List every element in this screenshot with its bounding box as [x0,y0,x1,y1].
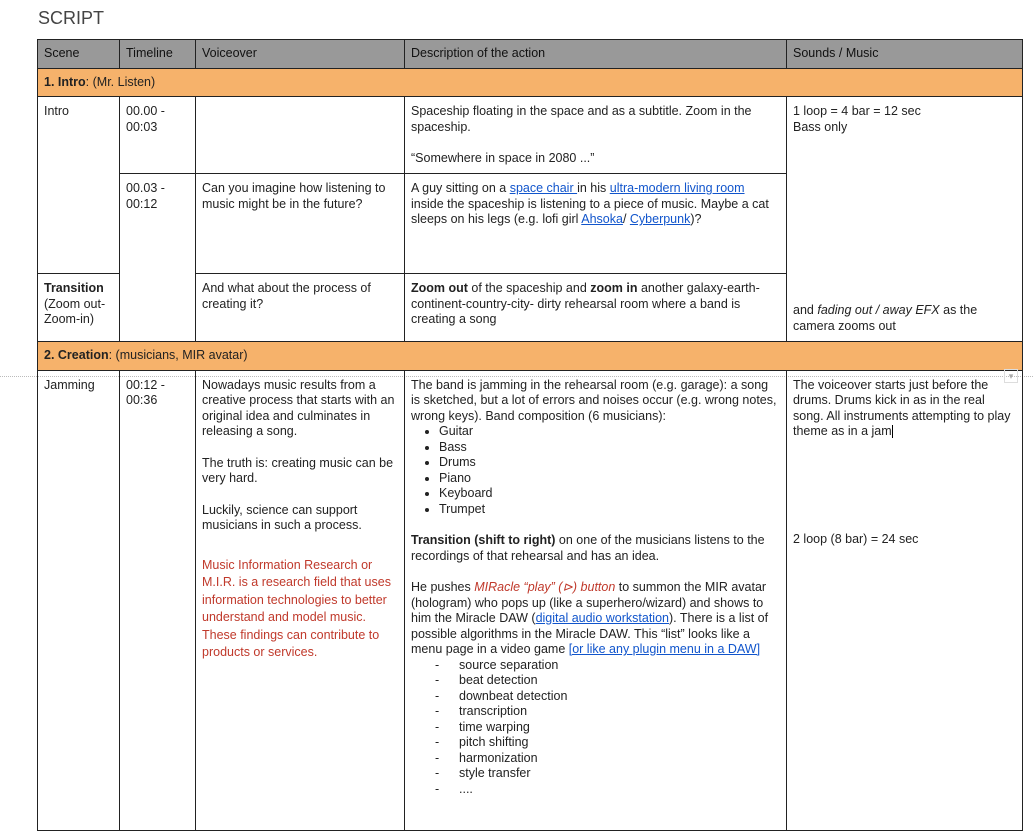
document-title: SCRIPT [38,8,105,28]
list-item: • Guitar [439,424,780,440]
text-cursor [892,425,893,438]
plugin-menu-link[interactable]: [or like any plugin menu in a DAW] [568,642,761,656]
script-table [37,39,1023,831]
timeline-cell[interactable]: 00.03 - 00:12 [120,174,196,342]
list-item: - downbeat detection [411,689,780,705]
sound-fade-note: and fading out / away EFX as the camera zooms out [793,303,978,333]
list-item: - time warping [411,720,780,736]
list-item: • Bass [439,440,780,456]
daw-link[interactable]: digital audio workstation [535,611,669,625]
description-cell[interactable]: The band is jamming in the rehearsal room (e.g. garage): a song is sketched, but a lot of errors and noises occur (e.g. wrong notes, wrong keys). Band composition (6 musicians): • Guitar • Bass • Drums • Piano • Keyboard • Trumpet Transition (shift to right) on one of the musicians listens to the recordings of that rehearsal and has an idea. He pushes MIRacle “play” (⊳) button to summon the MIR avatar (hologram) who pops up (like a superhero/wizard) and shows to him the Miracle DAW (digital audio workstation). There is a list of possible algorithms in the Miracle DAW. This “list” looks like a menu page in a video game [or like any plugin menu in a DAW] - source separation - beat detection - downbeat detection - transcription - time warping - pitch shifting - harmonization - style transfer - .... [405,370,787,830]
space-chair-link[interactable]: space chair [509,181,578,195]
section-intro-row [38,68,1023,97]
header-row [38,40,1023,69]
voiceover-cell[interactable]: Nowadays music results from a creative process that starts with an original idea and culminates in releasing a song. The truth is: creating music can be very hard. Luckily, science can support musicians in such a process. Music Information Research or M.I.R. is a research field that uses information technologies to better understand and model music. These findings can contribute to products or services. [196,370,405,830]
ahsoka-link[interactable]: Ahsoka [581,212,623,226]
sounds-cell[interactable]: 1 loop = 4 bar = 12 sec Bass only and fading out / away EFX as the camera zooms out [787,97,1023,342]
voiceover-cell[interactable]: And what about the process of creating it? [196,274,405,342]
list-item: - style transfer [411,766,780,782]
scene-jamming[interactable]: Jamming [38,370,120,830]
description-cell[interactable]: A guy sitting on a space chair in his ultra-modern living room inside the spaceship is listening to a piece of music. Maybe a cat sleeps on his legs (e.g. lofi girl Ahsoka/ Cyberpunk)? [405,174,787,274]
list-item: - harmonization [411,751,780,767]
miracle-play-button-text: MIRacle “play” (⊳) button [474,580,616,594]
header-timeline: Timeline [120,40,196,69]
list-item: - beat detection [411,673,780,689]
scene-transition[interactable]: Transition (Zoom out-Zoom-in) [38,274,120,342]
section-creation-row [38,342,1023,371]
header-scene: Scene [38,40,120,69]
section-creation-heading[interactable]: 2. Creation: (musicians, MIR avatar) [38,342,1023,371]
list-item: • Drums [439,455,780,471]
voiceover-cell[interactable]: Can you imagine how listening to music might be in the future? [196,174,405,274]
voiceover-cell[interactable] [196,97,405,174]
timeline-cell[interactable]: 00.00 - 00:03 [120,97,196,174]
mir-definition-text: Music Information Research or M.I.R. is a research field that uses information technologies to better understand and model music. These findings can contribute to products or services. [202,557,391,659]
list-item: • Keyboard [439,486,780,502]
header-sounds-music: Sounds / Music [787,40,1023,69]
header-description: Description of the action [405,40,787,69]
algorithm-list [411,658,780,798]
table-row [38,97,1023,174]
list-item: - .... [411,782,780,798]
sounds-cell[interactable]: ▾ The voiceover starts just before the drums. Drums kick in as in the real song. All instruments attempting to play theme as in a jam 2 loop (8 bar) = 24 sec [787,370,1023,830]
list-item: • Trumpet [439,502,780,518]
list-item: - pitch shifting [411,735,780,751]
list-item: • Piano [439,471,780,487]
list-item: - transcription [411,704,780,720]
cyberpunk-link[interactable]: Cyberpunk [629,212,691,226]
chevron-down-icon[interactable]: ▾ [1004,369,1018,383]
instrument-list [411,424,780,517]
list-item: - source separation [411,658,780,674]
section-intro-heading[interactable]: 1. Intro: (Mr. Listen) [38,68,1023,97]
table-row [38,370,1023,830]
scene-intro[interactable]: Intro [38,97,120,274]
living-room-link[interactable]: ultra-modern living room [609,181,745,195]
description-cell[interactable]: Zoom out of the spaceship and zoom in another galaxy-earth-continent-country-city- dirty rehearsal room where a band is creating a song [405,274,787,342]
header-voiceover: Voiceover [196,40,405,69]
description-cell[interactable]: Spaceship floating in the space and as a subtitle. Zoom in the spaceship. “Somewhere in space in 2080 ...” [405,97,787,174]
timeline-cell[interactable]: 00:12 - 00:36 [120,370,196,830]
